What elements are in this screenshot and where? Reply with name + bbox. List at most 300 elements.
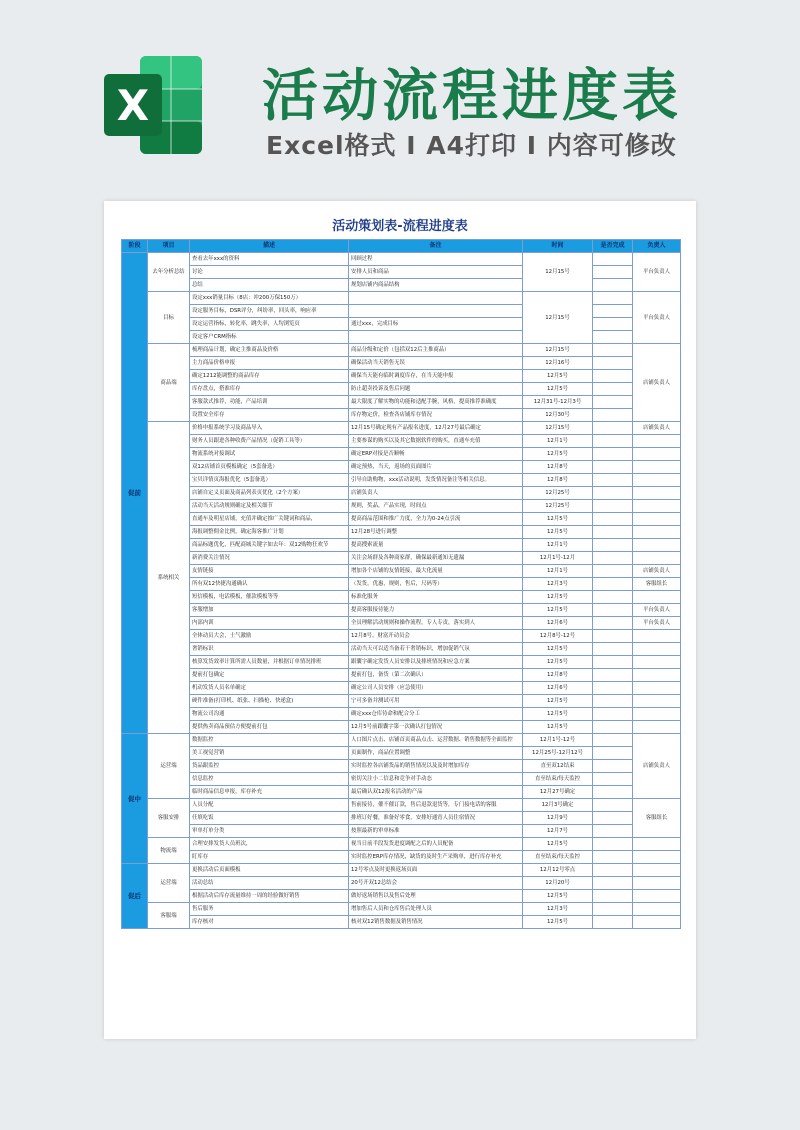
column-header: 项目 xyxy=(148,240,190,253)
completed-cell xyxy=(593,253,633,266)
note-cell: 12月8号，财富开动员会 xyxy=(349,630,523,643)
table-body xyxy=(122,253,681,929)
note-cell: 按照最新的审单标准 xyxy=(349,825,523,838)
date-cell: 12月5号 xyxy=(523,916,593,929)
note-cell: 提高商品范围和推广力度，全力为0-24点引流 xyxy=(349,513,523,526)
completed-cell xyxy=(593,617,633,630)
completed-cell xyxy=(593,409,633,422)
table-row xyxy=(122,552,681,565)
completed-cell xyxy=(593,279,633,292)
table-row xyxy=(122,682,681,695)
description-cell: 活动总结 xyxy=(190,877,349,890)
owner-cell xyxy=(633,487,681,500)
description-cell: 人员分配 xyxy=(190,799,349,812)
spreadsheet-sheet xyxy=(104,201,696,1039)
completed-cell xyxy=(593,448,633,461)
table-row xyxy=(122,513,681,526)
owner-cell xyxy=(633,461,681,474)
table-row xyxy=(122,539,681,552)
table-row xyxy=(122,773,681,786)
completed-cell xyxy=(593,500,633,513)
description-cell: 数据监控 xyxy=(190,734,349,747)
note-cell: 12月15号确定现有产品报名进度，12月27号最后确定 xyxy=(349,422,523,435)
table-row xyxy=(122,916,681,929)
description-cell: 盯库存 xyxy=(190,851,349,864)
owner-cell xyxy=(633,552,681,565)
completed-cell xyxy=(593,734,633,747)
note-cell: 防止超卖投诉及售后问题 xyxy=(349,383,523,396)
description-cell: 总结 xyxy=(190,279,349,292)
date-cell: 12月5号 xyxy=(523,591,593,604)
description-cell: 物流公司沟通 xyxy=(190,708,349,721)
date-cell: 12月12号零点 xyxy=(523,864,593,877)
completed-cell xyxy=(593,747,633,760)
note-cell: 做好返场销售以及售后处理 xyxy=(349,890,523,903)
completed-cell xyxy=(593,903,633,916)
table-row xyxy=(122,786,681,799)
date-cell: 12月5号 xyxy=(523,721,593,734)
description-cell: 设置安全库存 xyxy=(190,409,349,422)
date-cell: 12月5号 xyxy=(523,526,593,539)
description-cell: 梳理商品计划，确定主推商品及价格 xyxy=(190,344,349,357)
table-row xyxy=(122,253,681,266)
description-cell: 设定客户CRM指标 xyxy=(190,331,349,344)
note-cell: 店铺负责人 xyxy=(349,487,523,500)
table-row xyxy=(122,448,681,461)
date-cell: 12月16号 xyxy=(523,357,593,370)
description-cell: 内部内训 xyxy=(190,617,349,630)
note-cell: 回顾过程 xyxy=(349,253,523,266)
owner-cell xyxy=(633,864,681,877)
sheet-title: 活动策划表-流程进度表 xyxy=(332,219,468,234)
completed-cell xyxy=(593,552,633,565)
description-cell: 更换活动后页面模板 xyxy=(190,864,349,877)
description-cell: 财务人员跟进各种收费产品情况（促销工具等） xyxy=(190,435,349,448)
note-cell: 规划店铺内商品结构 xyxy=(349,279,523,292)
owner-cell xyxy=(633,877,681,890)
date-cell: 12月7号 xyxy=(523,825,593,838)
description-cell: 全体动员大会，士气激励 xyxy=(190,630,349,643)
note-cell: 页面制作，商品位置调整 xyxy=(349,747,523,760)
date-cell: 12月8号 xyxy=(523,461,593,474)
completed-cell xyxy=(593,513,633,526)
completed-cell xyxy=(593,682,633,695)
note-cell: 提前打包，备货（第二次确认） xyxy=(349,669,523,682)
note-cell: 实时监控ERP库存情况，缺货的及时生产采购单，进行库存补充 xyxy=(349,851,523,864)
description-cell: 审单打单分类 xyxy=(190,825,349,838)
note-cell: 引导自助购物，xxx活动说明，发货情况备注等相关信息。 xyxy=(349,474,523,487)
owner-cell xyxy=(633,669,681,682)
date-cell: 12月15号 xyxy=(523,344,593,357)
table-row xyxy=(122,747,681,760)
table-row xyxy=(122,643,681,656)
table-row xyxy=(122,318,681,331)
date-cell: 12月25号-12月12号 xyxy=(523,747,593,760)
table-row xyxy=(122,344,681,357)
date-cell: 12月5号 xyxy=(523,838,593,851)
excel-icon xyxy=(100,50,210,160)
completed-cell xyxy=(593,851,633,864)
owner-cell xyxy=(633,890,681,903)
note-cell: 确保活动当天销售无误 xyxy=(349,357,523,370)
note-cell: 核对双12销售数据及销售情况 xyxy=(349,916,523,929)
description-cell: 店铺自定义页面及商品列表页优化（2个方案） xyxy=(190,487,349,500)
note-cell: 密切关注小二信息和竞争对手动态 xyxy=(349,773,523,786)
table-row xyxy=(122,799,681,812)
date-cell: 12月5号 xyxy=(523,656,593,669)
table-row xyxy=(122,695,681,708)
owner-cell xyxy=(633,448,681,461)
completed-cell xyxy=(593,916,633,929)
description-cell: 宝贝详情页海报优化（5套备选） xyxy=(190,474,349,487)
date-cell: 12月8号 xyxy=(523,474,593,487)
category-cell: 运营端 xyxy=(148,734,190,799)
description-cell: 短信模板，电话模板，催款模板等等 xyxy=(190,591,349,604)
completed-cell xyxy=(593,773,633,786)
description-cell: 提前打包确定 xyxy=(190,669,349,682)
table-row xyxy=(122,630,681,643)
completed-cell xyxy=(593,630,633,643)
description-cell: 任填吃饭 xyxy=(190,812,349,825)
date-cell: 12月5号 xyxy=(523,890,593,903)
description-cell: 讨论 xyxy=(190,266,349,279)
note-cell: 确定xxx仓库待命和配合分工 xyxy=(349,708,523,721)
date-cell: 12月1号 xyxy=(523,565,593,578)
completed-cell xyxy=(593,708,633,721)
date-cell: 12月6号 xyxy=(523,682,593,695)
category-cell: 系统相关 xyxy=(148,422,190,734)
owner-cell xyxy=(633,591,681,604)
date-cell: 12月5号 xyxy=(523,383,593,396)
completed-cell xyxy=(593,656,633,669)
description-cell: 奢销标识 xyxy=(190,643,349,656)
completed-cell xyxy=(593,825,633,838)
completed-cell xyxy=(593,578,633,591)
date-cell: 12月5号 xyxy=(523,513,593,526)
table-row xyxy=(122,279,681,292)
note-cell: 确保当天能有临时调度库存，在当天能申报 xyxy=(349,370,523,383)
completed-cell xyxy=(593,396,633,409)
date-cell: 12月30号 xyxy=(523,409,593,422)
note-cell: 提高搜索流量 xyxy=(349,539,523,552)
completed-cell xyxy=(593,305,633,318)
table-row xyxy=(122,370,681,383)
completed-cell xyxy=(593,643,633,656)
owner-cell xyxy=(633,656,681,669)
completed-cell xyxy=(593,344,633,357)
date-cell: 直至双12结束 xyxy=(523,760,593,773)
note-cell: 规则，奖品，产品实现，时间点 xyxy=(349,500,523,513)
note-cell: 关注会场群及各种商家群，确保最新通知无遗漏 xyxy=(349,552,523,565)
completed-cell xyxy=(593,812,633,825)
category-cell: 商品端 xyxy=(148,344,190,422)
date-cell: 12月5号 xyxy=(523,643,593,656)
table-row xyxy=(122,656,681,669)
owner-cell: 店铺负责人 xyxy=(633,344,681,422)
completed-cell xyxy=(593,266,633,279)
completed-cell xyxy=(593,669,633,682)
note-cell: 最后确认双12报名活动的产品 xyxy=(349,786,523,799)
date-cell: 12月1号 xyxy=(523,539,593,552)
date-cell: 12月27号确定 xyxy=(523,786,593,799)
note-cell: 人口图片点击、店铺首页商品点击、运营数据、销售数据等全面监控 xyxy=(349,734,523,747)
date-cell: 12月6号 xyxy=(523,617,593,630)
table-row xyxy=(122,617,681,630)
description-cell: 主力商品价格申报 xyxy=(190,357,349,370)
column-header: 负责人 xyxy=(633,240,681,253)
stage-cell: 促中 xyxy=(122,734,148,864)
completed-cell xyxy=(593,760,633,773)
table-row xyxy=(122,357,681,370)
date-cell: 直至结束/每天监控 xyxy=(523,851,593,864)
date-cell: 12月5号 xyxy=(523,708,593,721)
owner-cell xyxy=(633,500,681,513)
completed-cell xyxy=(593,890,633,903)
date-cell: 12月8号-12号 xyxy=(523,630,593,643)
table-row xyxy=(122,487,681,500)
table-row xyxy=(122,851,681,864)
completed-cell xyxy=(593,331,633,344)
owner-cell xyxy=(633,435,681,448)
table-row xyxy=(122,305,681,318)
owner-cell xyxy=(633,708,681,721)
page-subtitle: Excel格式 I A4打印 I 内容可修改 xyxy=(266,131,677,160)
description-cell: 价格申报系统学习及商品导入 xyxy=(190,422,349,435)
note-cell: 售前接待，催不催订款，售后退款退货等，专门接电话的客服 xyxy=(349,799,523,812)
table-row xyxy=(122,604,681,617)
table-row xyxy=(122,838,681,851)
table-row xyxy=(122,526,681,539)
table-row xyxy=(122,812,681,825)
table-row xyxy=(122,331,681,344)
category-cell: 目标 xyxy=(148,292,190,344)
description-cell: 临时商品信息申报，库存补充 xyxy=(190,786,349,799)
date-cell: 12月3号确定 xyxy=(523,799,593,812)
note-cell: 增加各个店铺的友情链接，最大化流量 xyxy=(349,565,523,578)
table-row xyxy=(122,721,681,734)
table-row xyxy=(122,669,681,682)
owner-cell: 平台负责人 xyxy=(633,604,681,617)
progress-table xyxy=(121,239,681,929)
description-cell: 提供热卖商品预估方便提前打包 xyxy=(190,721,349,734)
note-cell: 宁可多备并测试可用 xyxy=(349,695,523,708)
note-cell: 全员理解活动规则和操作流程，专人专责，落实到人 xyxy=(349,617,523,630)
owner-cell xyxy=(633,851,681,864)
table-row xyxy=(122,903,681,916)
completed-cell xyxy=(593,721,633,734)
table-row xyxy=(122,422,681,435)
table-row xyxy=(122,864,681,877)
description-cell: 友情链接 xyxy=(190,565,349,578)
completed-cell xyxy=(593,370,633,383)
category-cell: 物流端 xyxy=(148,838,190,864)
date-cell: 12月15号 xyxy=(523,292,593,344)
column-header: 阶段 xyxy=(122,240,148,253)
description-cell: 设定服务目标，DSR评分，纠纷率，回头率，响应率 xyxy=(190,305,349,318)
table-header-row xyxy=(122,240,681,253)
owner-cell: 平台负责人 xyxy=(633,292,681,344)
completed-cell xyxy=(593,487,633,500)
note-cell: 活动当天可以适当备若干奢销标识，增加促销气氛 xyxy=(349,643,523,656)
banner-header xyxy=(0,0,800,190)
completed-cell xyxy=(593,604,633,617)
table-row xyxy=(122,565,681,578)
note-cell: 20号开双12总结会 xyxy=(349,877,523,890)
completed-cell xyxy=(593,357,633,370)
owner-cell xyxy=(633,630,681,643)
date-cell: 12月3号 xyxy=(523,903,593,916)
table-row xyxy=(122,591,681,604)
table-row xyxy=(122,474,681,487)
category-cell: 客服端 xyxy=(148,903,190,929)
owner-cell xyxy=(633,474,681,487)
category-cell: 运营端 xyxy=(148,864,190,903)
category-cell: 客服安排 xyxy=(148,799,190,838)
completed-cell xyxy=(593,526,633,539)
description-cell: 客服款式推荐，功能，产品培训 xyxy=(190,396,349,409)
category-cell: 去年分析总结 xyxy=(148,253,190,292)
date-cell: 12月1号-12月 xyxy=(523,552,593,565)
date-cell: 12月25号 xyxy=(523,487,593,500)
completed-cell xyxy=(593,864,633,877)
description-cell: 合理安排发货人员班次， xyxy=(190,838,349,851)
table-row xyxy=(122,708,681,721)
date-cell: 12月5号 xyxy=(523,370,593,383)
completed-cell xyxy=(593,318,633,331)
table-row xyxy=(122,435,681,448)
column-header: 备注 xyxy=(349,240,523,253)
table-row xyxy=(122,266,681,279)
table-row xyxy=(122,396,681,409)
column-header: 描述 xyxy=(190,240,349,253)
table-row xyxy=(122,890,681,903)
date-cell: 12月1号 xyxy=(523,435,593,448)
note-cell: 最大限度了解实物的功能和适配手腕，风格，提高推荐准确度 xyxy=(349,396,523,409)
date-cell: 直至结束/每天监控 xyxy=(523,773,593,786)
completed-cell xyxy=(593,292,633,305)
note-cell: 排班订好餐，准备好零食，安排好通宵人员住宿情况 xyxy=(349,812,523,825)
completed-cell xyxy=(593,539,633,552)
owner-cell xyxy=(633,721,681,734)
note-cell: 实时监控各店铺货品的销售情况以及及时增加库存 xyxy=(349,760,523,773)
description-cell: 所有双12快捷沟通确认 xyxy=(190,578,349,591)
note-cell: 安排人员和商品 xyxy=(349,266,523,279)
note-cell: 标准化服务 xyxy=(349,591,523,604)
owner-cell: 平台负责人 xyxy=(633,253,681,292)
description-cell: 信息监控 xyxy=(190,773,349,786)
note-cell: 提高客服接待能力 xyxy=(349,604,523,617)
completed-cell xyxy=(593,383,633,396)
completed-cell xyxy=(593,786,633,799)
note-cell: 确定预热，当天，返场的页面图片 xyxy=(349,461,523,474)
owner-cell xyxy=(633,526,681,539)
owner-cell xyxy=(633,513,681,526)
note-cell: 12号零点及时更换返场页面 xyxy=(349,864,523,877)
owner-cell xyxy=(633,695,681,708)
date-cell: 12月1号-12号 xyxy=(523,734,593,747)
description-cell: 设定运营指标，转化率，跳失率，人均浏览页 xyxy=(190,318,349,331)
description-cell: 商品标题优化，匹配商城关键字如去年：双12购物狂欢节 xyxy=(190,539,349,552)
table-row xyxy=(122,825,681,838)
note-cell: 跟囊字确定发货人员安排以及排班情况和应急方案 xyxy=(349,656,523,669)
date-cell: 12月15号 xyxy=(523,253,593,292)
date-cell: 12月8号 xyxy=(523,669,593,682)
completed-cell xyxy=(593,565,633,578)
description-cell: 根据活动后库存流量维持一周的经验做好销售 xyxy=(190,890,349,903)
date-cell: 12月5号 xyxy=(523,448,593,461)
note-cell: 确定ERP对接是否顺畅 xyxy=(349,448,523,461)
description-cell: 物流系统对接调试 xyxy=(190,448,349,461)
note-cell xyxy=(349,331,523,344)
owner-cell xyxy=(633,903,681,916)
description-cell: 活动当天活动规则确定及相关细节 xyxy=(190,500,349,513)
table-row xyxy=(122,760,681,773)
description-cell: 查看去年xxx的资料 xyxy=(190,253,349,266)
completed-cell xyxy=(593,591,633,604)
date-cell: 12月31号-12月3号 xyxy=(523,396,593,409)
description-cell: 库存盘点，搭准库存 xyxy=(190,383,349,396)
note-cell xyxy=(349,305,523,318)
description-cell: 直通车及明星店铺，充值并确定推广关键词和商品， xyxy=(190,513,349,526)
owner-cell xyxy=(633,916,681,929)
date-cell: 12月9号 xyxy=(523,812,593,825)
description-cell: 双12店铺首页模板确定（5套备选） xyxy=(190,461,349,474)
description-cell: 核算发货效率计算所需人员数量，并根据订单情况排班 xyxy=(190,656,349,669)
table-row xyxy=(122,877,681,890)
description-cell: 确定1212能调整的商品库存 xyxy=(190,370,349,383)
owner-cell: 店铺负责人 xyxy=(633,734,681,799)
owner-cell: 店铺负责人 xyxy=(633,565,681,578)
date-cell: 12月25号 xyxy=(523,500,593,513)
note-cell xyxy=(349,292,523,305)
table-row xyxy=(122,578,681,591)
note-cell: 12月28号进行调整 xyxy=(349,526,523,539)
owner-cell: 客服组长 xyxy=(633,578,681,591)
date-cell: 12月5号 xyxy=(523,695,593,708)
completed-cell xyxy=(593,799,633,812)
date-cell: 12月3号 xyxy=(523,578,593,591)
completed-cell xyxy=(593,695,633,708)
note-cell: 确定公司人员安排（应急使用） xyxy=(349,682,523,695)
owner-cell xyxy=(633,539,681,552)
description-cell: 美工视觉营销 xyxy=(190,747,349,760)
page-title: 活动流程进度表 xyxy=(262,64,682,129)
note-cell: 12月5号前跟囊字第一次确认打包情况 xyxy=(349,721,523,734)
table-row xyxy=(122,409,681,422)
owner-cell: 客服组长 xyxy=(633,799,681,838)
stage-cell: 促后 xyxy=(122,864,148,929)
note-cell: 主要参谋的购买以及其它数据软件的购买，直通车充值 xyxy=(349,435,523,448)
completed-cell xyxy=(593,435,633,448)
description-cell: 机动发货人员名单确定 xyxy=(190,682,349,695)
date-cell: 12月5号 xyxy=(523,604,593,617)
owner-cell: 店铺负责人 xyxy=(633,422,681,435)
owner-cell: 平台负责人 xyxy=(633,617,681,630)
column-header: 时间 xyxy=(523,240,593,253)
note-cell: 库存物定价，检查各店铺库存情况 xyxy=(349,409,523,422)
table-row xyxy=(122,292,681,305)
table-row xyxy=(122,461,681,474)
description-cell: 海报调整佣金比例，确定海客推广计划 xyxy=(190,526,349,539)
completed-cell xyxy=(593,422,633,435)
stage-cell: 促前 xyxy=(122,253,148,734)
table-row xyxy=(122,734,681,747)
logo-letter: X xyxy=(116,81,150,130)
description-cell: 货品跟监控 xyxy=(190,760,349,773)
column-header: 是否完成 xyxy=(593,240,633,253)
description-cell: 硬件准备(打印机、纸张、扫描枪、快递盒) xyxy=(190,695,349,708)
note-cell: 商品分级和定价（包括双12后主推商品） xyxy=(349,344,523,357)
